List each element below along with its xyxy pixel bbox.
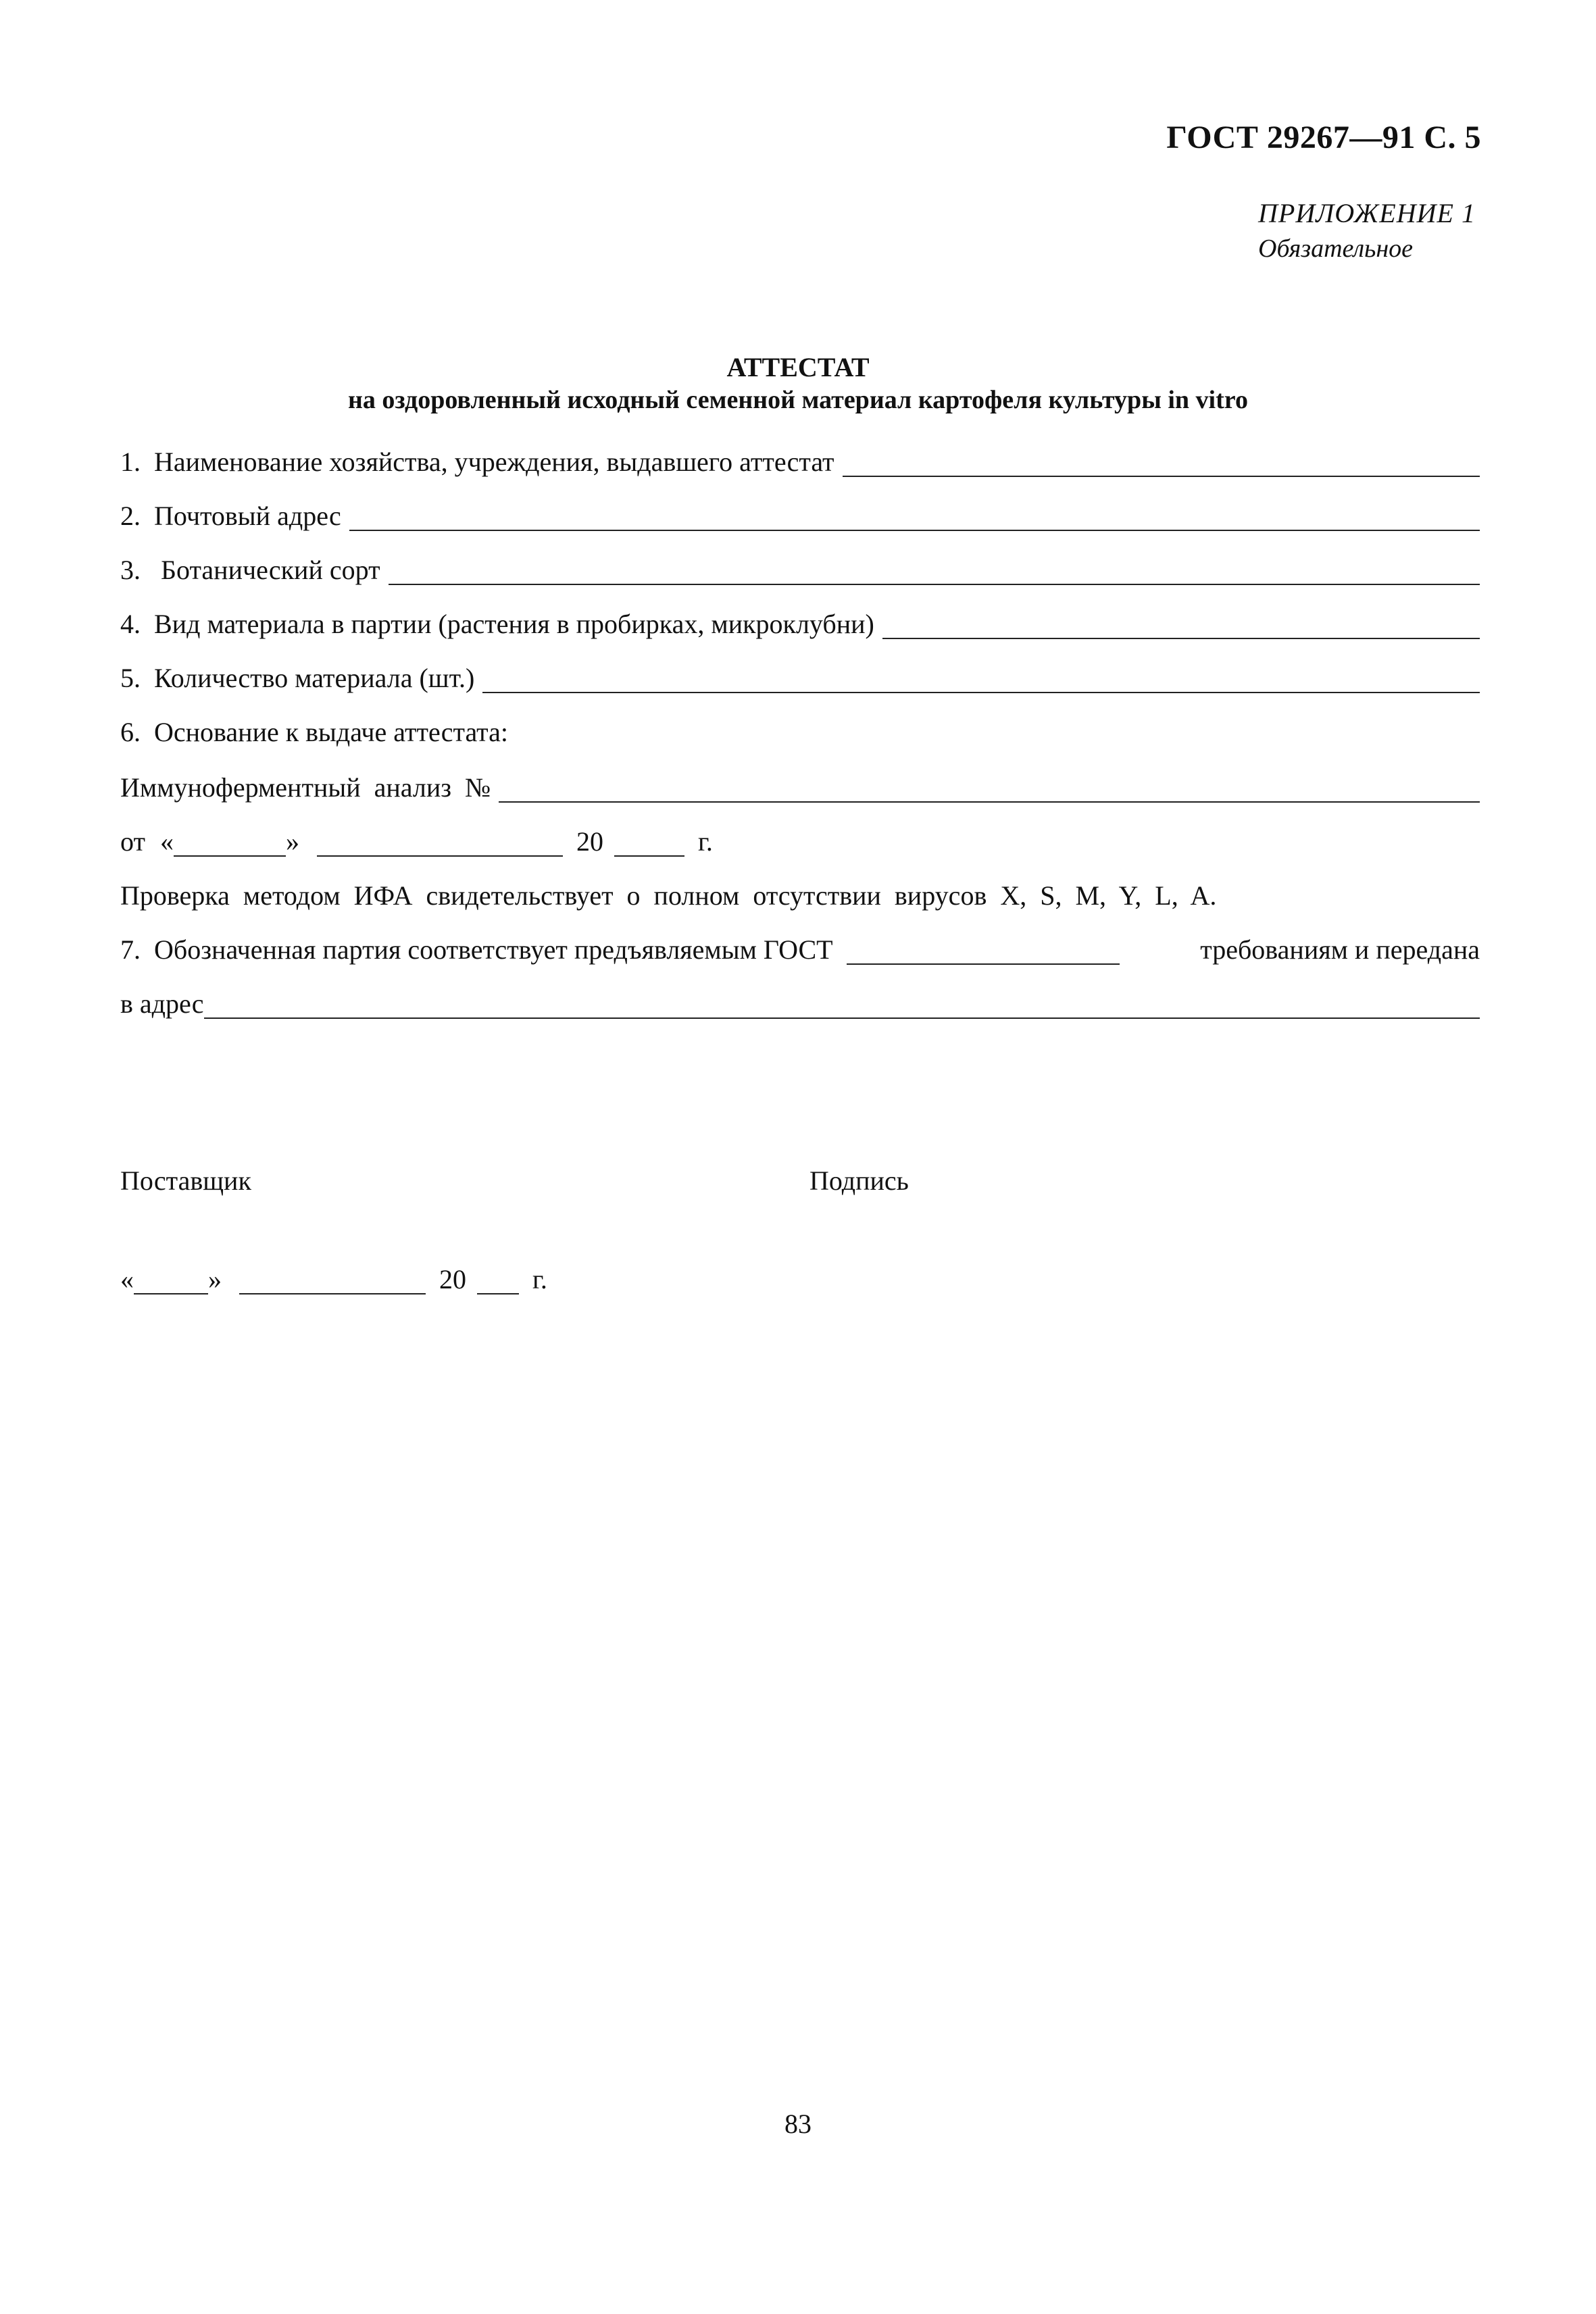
signature-label: Подпись	[809, 1165, 909, 1196]
field-compliance-label: 7. Обозначенная партия соответствует предъявляемым ГОСТ	[120, 934, 833, 965]
date-year-prefix: 20	[576, 826, 603, 857]
appendix-label: ПРИЛОЖЕНИЕ 1	[1258, 198, 1476, 228]
appendix-status: Обязательное	[1258, 234, 1414, 263]
date-from-label: от	[120, 826, 145, 857]
field-quantity	[120, 659, 1480, 696]
sig-date-quote-open: «	[120, 1264, 134, 1294]
field-elisa-blank[interactable]	[499, 800, 1480, 803]
field-gost-blank[interactable]	[847, 962, 1120, 965]
field-issuer-blank[interactable]	[843, 474, 1480, 477]
field-issuer-label: 1. Наименование хозяйства, учреждения, выдавшего аттестат	[120, 447, 834, 477]
page-number: 83	[784, 2109, 812, 2139]
sig-date-year-blank[interactable]	[477, 1292, 519, 1294]
document-title: АТТЕСТАТ	[726, 352, 870, 382]
field-elisa	[120, 769, 1480, 805]
date-day-blank[interactable]	[174, 854, 286, 857]
date-month-blank[interactable]	[317, 854, 563, 857]
sig-date-month-blank[interactable]	[239, 1292, 426, 1294]
field-material-type	[120, 605, 1480, 642]
field-destination-address-label: в адрес	[120, 988, 204, 1019]
field-destination-address-blank[interactable]	[204, 1016, 1480, 1019]
sig-date-year-prefix: 20	[439, 1264, 466, 1294]
field-material-type-blank[interactable]	[882, 636, 1480, 639]
sig-date-year-suffix: г.	[532, 1264, 547, 1294]
field-compliance	[120, 931, 1480, 967]
supplier-label: Поставщик	[120, 1165, 251, 1196]
field-variety	[120, 551, 1480, 588]
date-quote-close: »	[285, 826, 299, 857]
field-postal-address-blank[interactable]	[349, 528, 1480, 531]
field-elisa-label: Иммуноферментный анализ №	[120, 772, 491, 803]
field-elisa-date	[120, 823, 1480, 859]
field-destination-address	[120, 985, 1480, 1022]
field-material-type-label: 4. Вид материала в партии (растения в пробирках, микроклубни)	[120, 609, 874, 639]
ifa-check-statement	[120, 877, 1480, 913]
field-variety-blank[interactable]	[389, 582, 1480, 585]
field-basis	[120, 713, 1480, 750]
field-basis-label: 6. Основание к выдаче аттестата:	[120, 717, 509, 747]
field-variety-label: 3. Ботанический сорт	[120, 555, 380, 585]
field-postal-address	[120, 497, 1480, 534]
supplier-label-line	[120, 1162, 251, 1199]
date-year-suffix: г.	[697, 826, 713, 857]
document-header: ГОСТ 29267—91 С. 5	[1166, 120, 1481, 155]
field-issuer	[120, 443, 1480, 480]
sig-date-day-blank[interactable]	[134, 1292, 208, 1294]
signature-date	[120, 1261, 728, 1297]
document-subtitle: на оздоровленный исходный семенной материал картофеля культуры in vitro	[348, 386, 1248, 414]
field-compliance-end: требованиям и передана	[1200, 934, 1480, 965]
signature-label-line	[809, 1162, 909, 1199]
date-quote-open: «	[159, 826, 174, 857]
field-quantity-label: 5. Количество материала (шт.)	[120, 663, 475, 693]
date-year-blank[interactable]	[614, 854, 684, 857]
ifa-check-text: Проверка методом ИФА свидетельствует о полном отсутствии вирусов X, S, M, Y, L, A.	[120, 880, 1217, 911]
field-quantity-blank[interactable]	[482, 690, 1480, 693]
field-postal-address-label: 2. Почтовый адрес	[120, 501, 341, 531]
sig-date-quote-close: »	[208, 1264, 222, 1294]
